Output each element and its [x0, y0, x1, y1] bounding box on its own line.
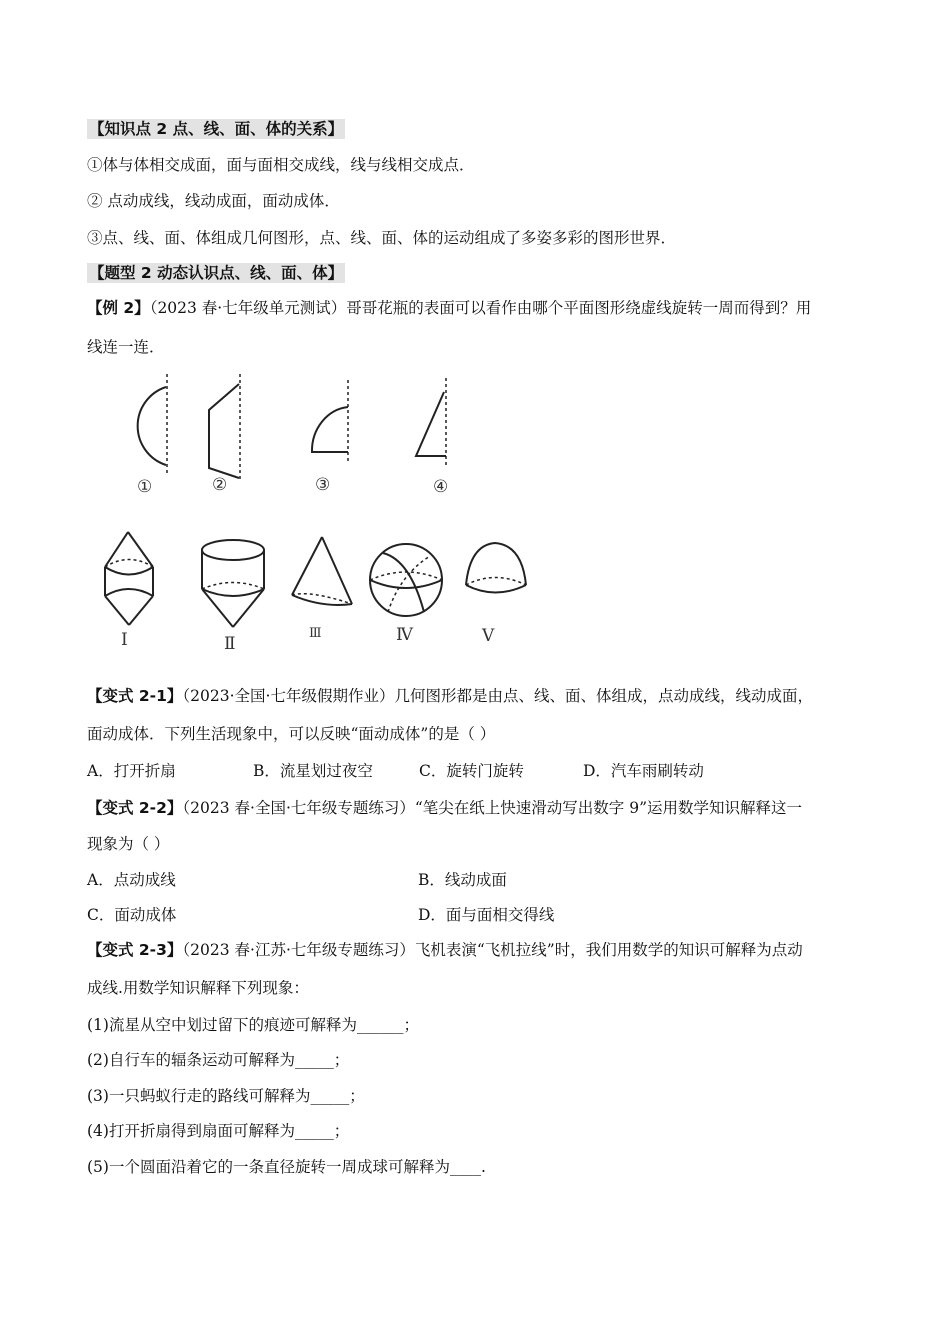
variant-2-3-item-5: (5)一个圆面沿着它的一条直径旋转一周成球可解释为____. — [87, 1158, 486, 1176]
solid-label-1: Ⅰ — [121, 630, 128, 650]
example-2-figure — [0, 0, 950, 670]
solid-label-2: Ⅱ — [224, 634, 236, 654]
solid-1 — [105, 532, 153, 625]
variant-2-3-line-2: 成线.用数学知识解释下列现象： — [87, 979, 309, 997]
solid-3 — [292, 537, 352, 605]
variant-2-1-option-d: D．汽车雨刷转动 — [583, 762, 704, 780]
solid-5 — [466, 543, 526, 593]
variant-2-3-item-1: (1)流星从空中划过留下的痕迹可解释为______； — [87, 1016, 419, 1034]
variant-2-1-option-a: A．打开折扇 — [87, 762, 176, 780]
variant-2-2-tag: 【变式 2-2】 — [87, 799, 183, 817]
plane-label-1: ① — [137, 477, 153, 497]
variant-2-2-option-d: D．面与面相交得线 — [418, 906, 555, 924]
example-2-line-2: 线连一连． — [87, 338, 165, 356]
variant-2-3-tag: 【变式 2-3】 — [87, 941, 183, 959]
variant-2-1-line-1 — [87, 684, 813, 706]
knowledge-line-3: ③点、线、面、体组成几何图形，点、线、面、体的运动组成了多姿多彩的图形世界． — [87, 229, 677, 247]
variant-2-3-item-3: (3)一只蚂蚁行走的路线可解释为_____； — [87, 1087, 365, 1105]
knowledge-line-1: ①体与体相交成面，面与面相交成线，线与线相交成点． — [87, 156, 475, 174]
solid-2 — [202, 540, 264, 627]
solid-label-3: Ⅲ — [309, 626, 322, 641]
plane-shape-4 — [416, 378, 446, 468]
variant-2-2-option-b: B．线动成面 — [418, 871, 507, 889]
variant-2-3-line-1 — [87, 938, 803, 960]
variant-2-1-tag: 【变式 2-1】 — [87, 687, 183, 705]
example-2-text-1: （2023 春·七年级单元测试）哥哥花瓶的表面可以看作由哪个平面图形绕虚线旋转一周而得到？用 — [149, 299, 812, 317]
knowledge-line-2: ② 点动成线，线动成面，面动成体． — [87, 192, 340, 210]
variant-2-1-option-c: C．旋转门旋转 — [419, 762, 524, 780]
plane-label-2: ② — [212, 475, 228, 495]
variant-2-2-text-1: （2023 春·全国·七年级专题练习）“笔尖在纸上快速滑动写出数字 9”运用数学知识解释这一 — [182, 799, 803, 817]
variant-2-2-option-c: C．面动成体 — [87, 906, 177, 924]
variant-2-1-text-1: （2023·全国·七年级假期作业）几何图形都是由点、线、面、体组成，点动成线，线动成面， — [182, 687, 813, 705]
variant-2-3-item-4: (4)打开折扇得到扇面可解释为_____； — [87, 1122, 350, 1140]
plane-shape-1 — [138, 374, 167, 476]
solid-label-4: Ⅳ — [396, 625, 413, 645]
section-heading-type-2: 【题型 2 动态认识点、线、面、体】 — [89, 264, 344, 282]
plane-label-4: ④ — [433, 477, 449, 497]
example-2-tag: 【例 2】 — [87, 299, 150, 317]
plane-shape-3 — [312, 380, 348, 462]
plane-shape-2 — [209, 374, 240, 480]
solid-label-5: Ⅴ — [482, 626, 495, 646]
plane-label-3: ③ — [315, 475, 331, 495]
variant-2-1-line-2: 面动成体．下列生活现象中，可以反映“面动成体”的是（ ） — [87, 725, 496, 743]
variant-2-2-option-a: A．点动成线 — [87, 871, 176, 889]
solid-4 — [370, 544, 442, 616]
variant-2-2-line-2: 现象为（ ） — [87, 835, 170, 853]
variant-2-3-text-1: （2023 春·江苏·七年级专题练习）飞机表演“飞机拉线”时，我们用数学的知识可解释为点动 — [182, 941, 803, 959]
variant-2-1-option-b: B．流星划过夜空 — [253, 762, 373, 780]
variant-2-3-item-2: (2)自行车的辐条运动可解释为_____； — [87, 1051, 350, 1069]
variant-2-2-line-1 — [87, 796, 802, 818]
section-heading-knowledge-2: 【知识点 2 点、线、面、体的关系】 — [89, 120, 344, 138]
